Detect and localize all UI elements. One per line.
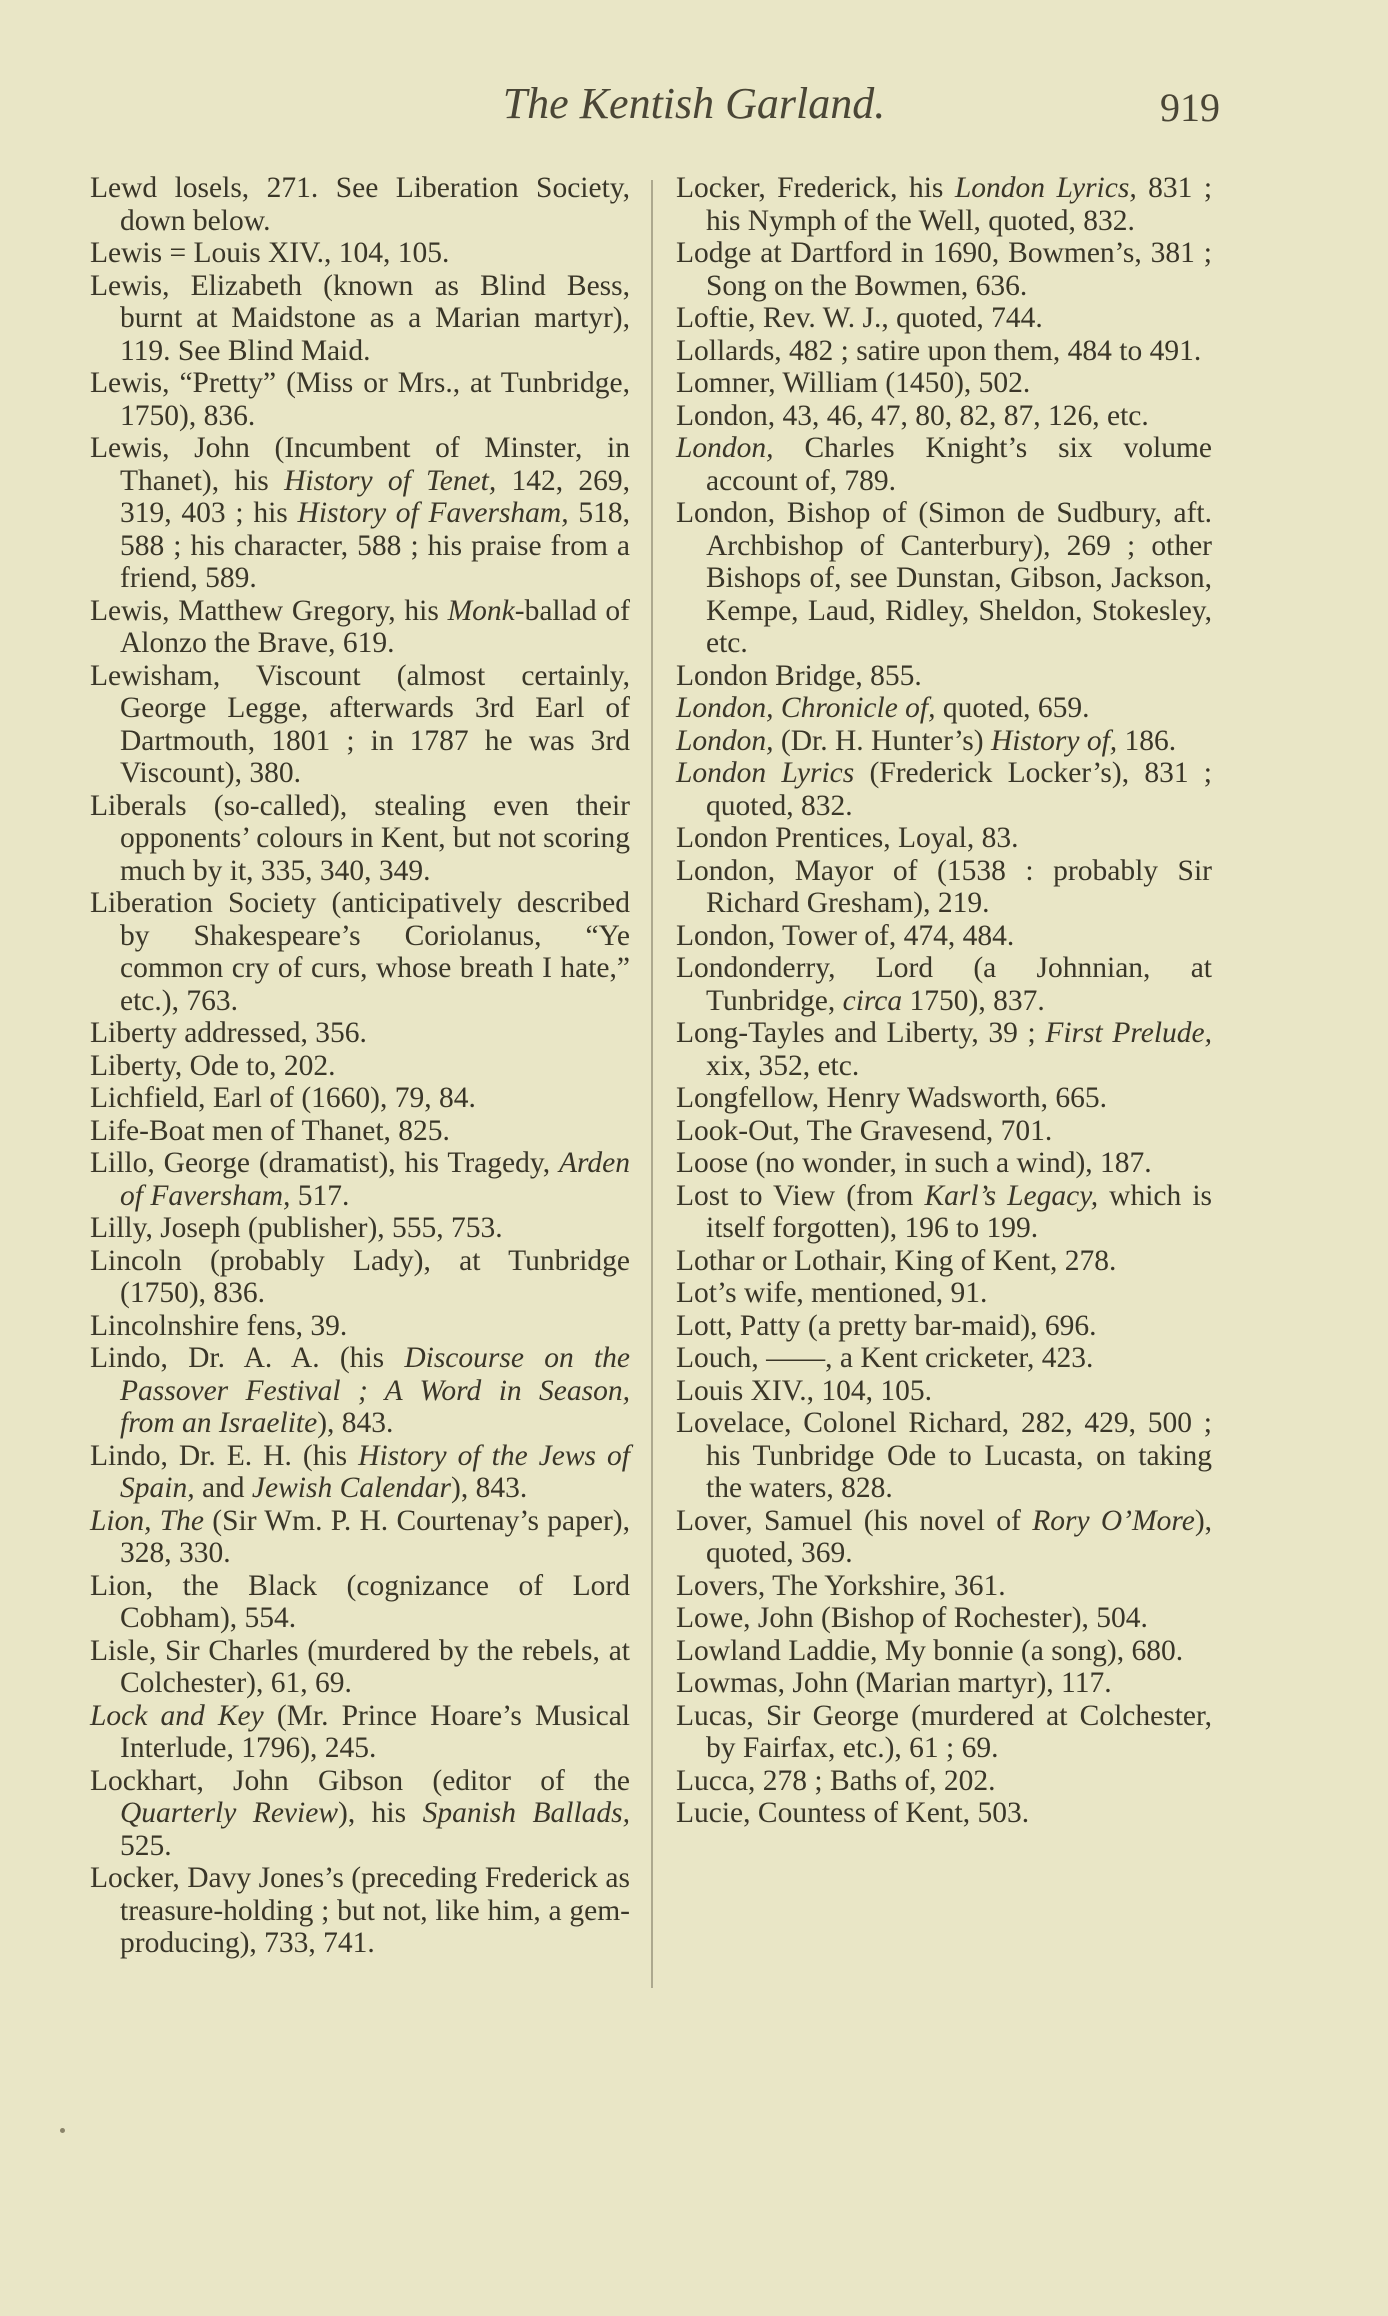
entry-text: Liberty addressed, 356. (90, 1017, 367, 1049)
entry-text: (Mr. Prince Hoare’s Musical Interlude, 1796), 245. (120, 1699, 630, 1764)
entry-text: Lillo, George (dramatist), his Tragedy, (90, 1147, 559, 1179)
entry-text: 1750), 837. (902, 984, 1045, 1017)
entry-text: ), 843. (317, 1407, 394, 1439)
index-entry (676, 660, 1212, 693)
index-entry (90, 660, 630, 790)
index-entry (676, 822, 1212, 855)
entry-text: Lincoln (probably Lady), at Tunbridge (1750), 836. (90, 1244, 630, 1309)
index-entry (90, 790, 630, 888)
index-entry (676, 1277, 1212, 1310)
index-entry (90, 1342, 630, 1440)
entry-text: Lovers, The Yorkshire, 361. (676, 1569, 1006, 1602)
index-entry (676, 172, 1212, 237)
italic-title-text: Lion, The (90, 1504, 205, 1537)
index-entry (676, 1570, 1212, 1603)
entry-text: London Prentices, Loyal, 83. (676, 822, 1019, 854)
index-entry (676, 1017, 1212, 1082)
italic-title-text: Arden of Faversham, (120, 1147, 630, 1212)
entry-text: Lothar or Lothair, King of Kent, 278. (676, 1244, 1117, 1277)
index-entry (90, 270, 630, 368)
entry-text: ), quoted, 369. (706, 1504, 1213, 1569)
entry-text: Lockhart, John Gibson (editor of the (90, 1764, 630, 1797)
index-entry (676, 1245, 1212, 1278)
index-entry (676, 367, 1212, 400)
entry-text: Lewis, “Pretty” (Miss or Mrs., at Tunbridge, 1750), 836. (90, 367, 630, 432)
index-entry (676, 1602, 1212, 1635)
index-entry (676, 302, 1212, 335)
index-entry (90, 1147, 630, 1212)
entry-text: Locker, Frederick, his (676, 172, 955, 204)
index-entry (676, 1505, 1212, 1570)
entry-text: Liberals (so-called), stealing even their opponents’ colours in Kent, but not scoring much by it, 335, 340, 349. (90, 789, 630, 887)
italic-title-text: History of Tenet, (284, 464, 497, 497)
index-entry (676, 1342, 1212, 1375)
index-entry (676, 1765, 1212, 1798)
entry-text: Look-Out, The Gravesend, 701. (676, 1114, 1053, 1147)
entry-text: 525. (120, 1829, 172, 1862)
entry-text: Lincolnshire fens, 39. (90, 1309, 348, 1342)
italic-title-text: Monk- (447, 594, 525, 627)
entry-text: London, Tower of, 474, 484. (676, 919, 1015, 952)
entry-text: Longfellow, Henry Wadsworth, 665. (676, 1082, 1108, 1114)
index-entry (90, 1050, 630, 1083)
entry-text: 517. (290, 1179, 350, 1212)
index-entry (90, 1115, 630, 1148)
index-entry (90, 1570, 630, 1635)
index-entry (90, 1635, 630, 1700)
entry-text: Lisle, Sir Charles (murdered by the rebels, at Colchester), 61, 69. (90, 1634, 630, 1699)
entry-text: Lindo, Dr. E. H. (his (90, 1439, 359, 1472)
entry-text: Lost to View (from (676, 1179, 925, 1212)
index-entry (676, 1082, 1212, 1115)
italic-title-text: Quarterly Review (120, 1797, 338, 1829)
entry-text: Lowmas, John (Marian martyr), 117. (676, 1667, 1112, 1699)
index-entry (676, 335, 1212, 368)
ink-speck (60, 2128, 65, 2133)
index-entry (676, 725, 1212, 758)
entry-text: ), his (338, 1797, 423, 1829)
entry-text: Londonderry, Lord (a Johnnian, at Tunbridge, (676, 952, 1212, 1017)
entry-text: Louch, ——, a Kent cricketer, 423. (676, 1342, 1094, 1374)
entry-text: Lewis = Louis XIV., 104, 105. (90, 237, 450, 269)
italic-title-text: London, (676, 432, 774, 464)
italic-title-text: Discourse on the Passover Festival ; A Word in Season, from an Israelite (120, 1342, 630, 1439)
italic-title-text: London, (676, 724, 774, 757)
index-entry (90, 1765, 630, 1863)
index-entry (90, 595, 630, 660)
entry-text: xix, 352, etc. (706, 1049, 860, 1082)
italic-title-text: History of the Jews of Spain, (120, 1439, 630, 1504)
entry-text: Lucca, 278 ; Baths of, 202. (676, 1764, 996, 1797)
entry-text: which is itself forgotten), 196 to 199. (706, 1179, 1212, 1244)
index-entry (676, 400, 1212, 433)
entry-text: Lewis, Elizabeth (known as Blind Bess, burnt at Maidstone as a Marian martyr), 119. See Blind Maid. (90, 269, 630, 367)
entry-text: (Sir Wm. P. H. Courtenay’s paper), 328, 330. (120, 1504, 631, 1569)
index-entry (90, 1310, 630, 1343)
index-entry (676, 757, 1212, 822)
entry-text: Lover, Samuel (his novel of (676, 1504, 1033, 1537)
entry-text: ), 843. (451, 1472, 528, 1504)
index-entry (90, 1505, 630, 1570)
entry-text: Louis XIV., 104, 105. (676, 1374, 932, 1407)
entry-text: London, Bishop of (Simon de Sudbury, aft. Archbishop of Canterbury), 269 ; other Bishops of, see Dunstan, Gibson, Jackson, Kempe, Laud, Ridley, Sheldon, Stokesley, etc. (676, 497, 1212, 659)
index-entry (676, 432, 1212, 497)
entry-text: Loftie, Rev. W. J., quoted, 744. (676, 302, 1043, 334)
index-entry (90, 887, 630, 1017)
entry-text: Lucas, Sir George (murdered at Colchester, by Fairfax, etc.), 61 ; 69. (676, 1699, 1212, 1764)
entry-text: 186. (1117, 724, 1177, 757)
index-entry (676, 855, 1212, 920)
entry-text: Liberation Society (anticipatively described by Shakespeare’s Coriolanus, “Ye common cry of curs, whose breath I hate,” etc.), 763. (90, 887, 630, 1017)
italic-title-text: Karl’s Legacy, (924, 1179, 1099, 1212)
italic-title-text: Jewish Calendar (251, 1472, 452, 1504)
index-entry (90, 1212, 630, 1245)
entry-text: Lovelace, Colonel Richard, 282, 429, 500 ; his Tunbridge Ode to Lucasta, on taking the waters, 828. (676, 1407, 1212, 1504)
italic-title-text: Lock and Key (90, 1699, 264, 1732)
entry-text: London Bridge, 855. (676, 659, 922, 692)
index-entry (676, 1375, 1212, 1408)
index-entry (90, 1700, 630, 1765)
entry-text: (Frederick Locker’s), 831 ; quoted, 832. (706, 757, 1212, 822)
index-entry (90, 1082, 630, 1115)
italic-title-text: Rory O’More (1032, 1504, 1195, 1537)
entry-text: Lewisham, Viscount (almost certainly, George Legge, afterwards 3rd Earl of Dartmouth, 1801 ; in 1787 he was 3rd Viscount), 380. (90, 659, 630, 789)
entry-text: Lollards, 482 ; satire upon them, 484 to 491. (676, 334, 1202, 367)
index-entry (676, 1797, 1212, 1830)
entry-text: ballad of Alonzo the Brave, 619. (120, 594, 630, 659)
index-entry (90, 1245, 630, 1310)
entry-text: London, 43, 46, 47, 80, 82, 87, 126, etc. (676, 399, 1149, 432)
index-entry (676, 497, 1212, 660)
index-entry (90, 1440, 630, 1505)
italic-title-text: London Lyrics (676, 757, 855, 789)
entry-text: Lion, the Black (cognizance of Lord Cobham), 554. (90, 1569, 630, 1634)
entry-text: quoted, 659. (935, 692, 1090, 724)
index-entry (676, 237, 1212, 302)
index-entry (90, 367, 630, 432)
entry-text: 831 ; his Nymph of the Well, quoted, 832. (706, 172, 1213, 237)
entry-text: Lowland Laddie, My bonnie (a song), 680. (676, 1634, 1184, 1667)
index-entry (676, 920, 1212, 953)
entry-text: Lucie, Countess of Kent, 503. (676, 1797, 1030, 1829)
entry-text: Lewis, Matthew Gregory, his (90, 594, 448, 627)
column-divider (651, 180, 653, 1988)
entry-text: Loose (no wonder, in such a wind), 187. (676, 1147, 1152, 1179)
entry-text: (Dr. H. Hunter’s) (773, 724, 991, 757)
entry-text: Liberty, Ode to, 202. (90, 1049, 336, 1082)
index-column-right (676, 172, 1212, 1830)
index-entry (676, 1635, 1212, 1668)
italic-title-text: circa (842, 984, 903, 1017)
index-entry (676, 1310, 1212, 1343)
index-entry (90, 237, 630, 270)
italic-title-text: Spanish Ballads, (422, 1797, 630, 1829)
index-entry (676, 1407, 1212, 1505)
running-title: The Kentish Garland. (502, 79, 886, 128)
entry-text: Lowe, John (Bishop of Rochester), 504. (676, 1602, 1148, 1634)
italic-title-text: London, Chronicle of, (676, 692, 936, 724)
index-entry (676, 1700, 1212, 1765)
entry-text: Lodge at Dartford in 1690, Bowmen’s, 381 ; Song on the Bowmen, 636. (676, 237, 1212, 302)
entry-text: Life-Boat men of Thanet, 825. (90, 1114, 450, 1147)
index-column-left (90, 172, 630, 1960)
entry-text: Lewis, John (Incumbent of Minster, in Thanet), his (90, 432, 630, 497)
entry-text: 142, 269, 319, 403 ; his (120, 464, 631, 529)
index-entry (90, 1017, 630, 1050)
index-entry (676, 952, 1212, 1017)
index-entry (90, 1862, 630, 1960)
entry-text: and (194, 1472, 252, 1504)
entry-text: Lilly, Joseph (publisher), 555, 753. (90, 1212, 503, 1244)
italic-title-text: First Prelude, (1045, 1017, 1212, 1049)
entry-text: Lindo, Dr. A. A. (his (90, 1342, 405, 1374)
entry-text: Lott, Patty (a pretty bar-maid), 696. (676, 1309, 1097, 1342)
italic-title-text: London Lyrics, (954, 172, 1137, 204)
entry-text: London, Mayor of (1538 : probably Sir Richard Gresham), 219. (676, 854, 1212, 919)
index-entry (90, 432, 630, 595)
index-entry (676, 1180, 1212, 1245)
entry-text: Lichfield, Earl of (1660), 79, 84. (90, 1082, 476, 1114)
index-entry (90, 172, 630, 237)
index-entry (676, 1115, 1212, 1148)
italic-title-text: History of Faversham, (297, 497, 569, 529)
entry-text: 518, 588 ; his character, 588 ; his praise from a friend, 589. (120, 497, 631, 594)
entry-text: Lomner, William (1450), 502. (676, 367, 1031, 399)
page-number: 919 (1160, 85, 1220, 130)
entry-text: Charles Knight’s six volume account of, 789. (706, 432, 1212, 497)
italic-title-text: History of, (990, 724, 1118, 757)
index-entry (676, 692, 1212, 725)
index-entry (676, 1147, 1212, 1180)
index-entry (676, 1667, 1212, 1700)
entry-text: Locker, Davy Jones’s (preceding Frederick as treasure-holding ; but not, like him, a gem-producing), 733, 741. (90, 1862, 630, 1959)
entry-text: Lot’s wife, mentioned, 91. (676, 1277, 988, 1309)
entry-text: Lewd losels, 271. See Liberation Society, down below. (90, 172, 630, 237)
entry-text: Long-Tayles and Liberty, 39 ; (676, 1017, 1046, 1049)
